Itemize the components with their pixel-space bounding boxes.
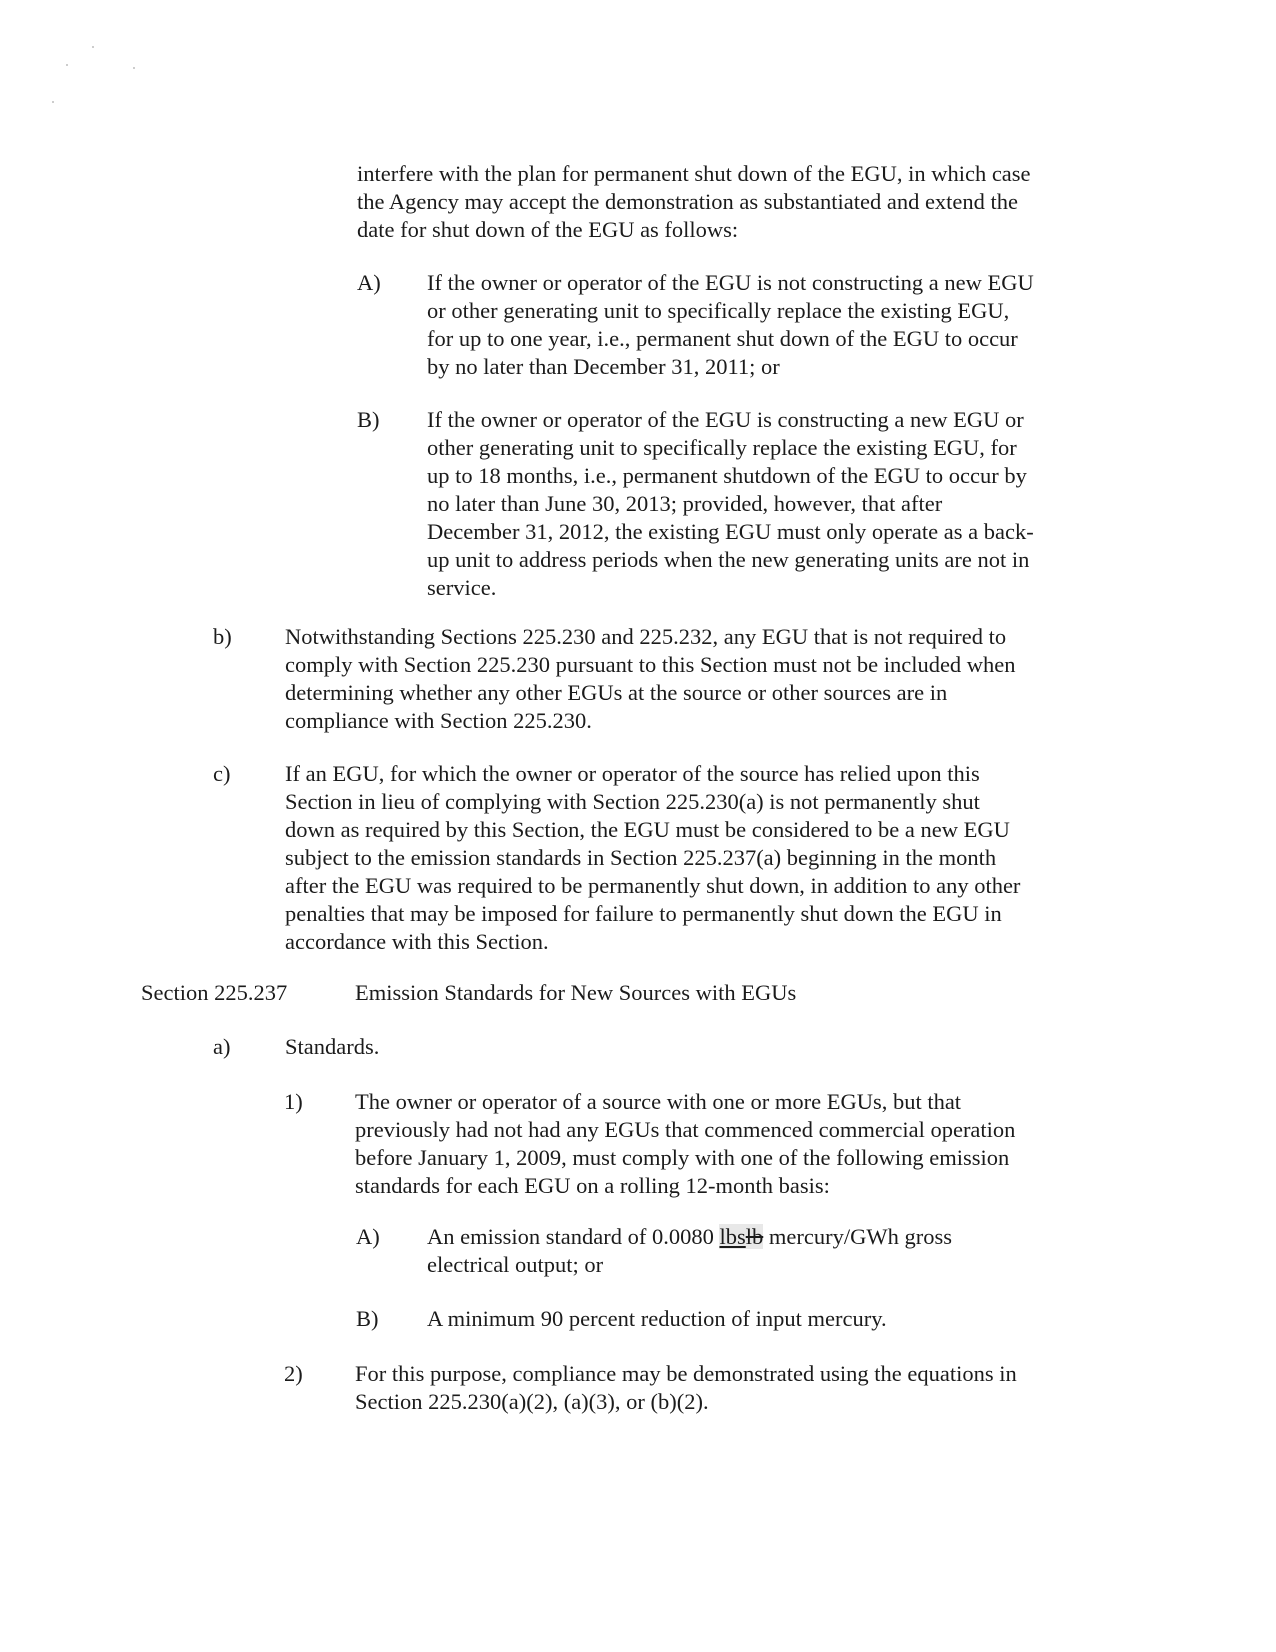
item-label-2: 2): [284, 1361, 303, 1386]
item-1-line: standards for each EGU on a rolling 12-month basis:: [355, 1173, 830, 1198]
item-c-paragraph: [285, 760, 1020, 956]
item-B-line: no later than June 30, 2013; provided, however, that after: [427, 491, 943, 516]
item-A2-line: [427, 1223, 952, 1251]
item-c-line: If an EGU, for which the owner or operator of the source has relied upon this: [285, 761, 980, 786]
item-c-line: accordance with this Section.: [285, 929, 549, 954]
item-1-line: previously had not had any EGUs that commenced commercial operation: [355, 1117, 1016, 1142]
item-2-line: Section 225.230(a)(2), (a)(3), or (b)(2).: [355, 1389, 709, 1414]
item-label-B: B): [357, 407, 380, 432]
item-c-line: after the EGU was required to be permanently shut down, in addition to any other: [285, 873, 1021, 898]
item-c-line: Section in lieu of complying with Section 225.230(a) is not permanently shut: [285, 789, 980, 814]
item-c-line: penalties that may be imposed for failure to permanently shut down the EGU in: [285, 901, 1002, 926]
scan-speck: [92, 46, 94, 48]
item-B-line: up unit to address periods when the new generating units are not in: [427, 547, 1030, 572]
item-label-A: A): [357, 270, 381, 295]
emission-text-pre: An emission standard of 0.0080: [427, 1224, 720, 1249]
item-A-line: If the owner or operator of the EGU is not constructing a new EGU: [427, 270, 1034, 295]
item-A-line: for up to one year, i.e., permanent shut down of the EGU to occur: [427, 326, 1018, 351]
item-b-line: compliance with Section 225.230.: [285, 708, 592, 733]
item-2-line: For this purpose, compliance may be demonstrated using the equations in: [355, 1361, 1017, 1386]
deleted-text: lb: [745, 1224, 764, 1249]
item-b-line: determining whether any other EGUs at the source or other sources are in: [285, 680, 948, 705]
item-1-line: The owner or operator of a source with one or more EGUs, but that: [355, 1089, 962, 1114]
item-B-line: service.: [427, 575, 497, 600]
item-label-1: 1): [284, 1089, 303, 1114]
inserted-text: lbs: [719, 1224, 746, 1249]
item-label-b: b): [213, 624, 232, 649]
item-A2-line: electrical output; or: [427, 1252, 604, 1277]
item-A-line: or other generating unit to specifically replace the existing EGU,: [427, 298, 1010, 323]
scan-speck: [52, 101, 54, 103]
item-b-paragraph: [285, 623, 1016, 735]
item-1-line: before January 1, 2009, must comply with one of the following emission: [355, 1145, 1010, 1170]
item-A-paragraph: [427, 269, 1034, 381]
item-b-line: Notwithstanding Sections 225.230 and 225.232, any EGU that is not required to: [285, 624, 1007, 649]
scan-speck: [66, 64, 68, 66]
item-A-line: by no later than December 31, 2011; or: [427, 354, 780, 379]
intro-line: the Agency may accept the demonstration as substantiated and extend the: [357, 189, 1019, 214]
item-B2-text: A minimum 90 percent reduction of input mercury.: [427, 1306, 887, 1331]
item-label-a: a): [213, 1034, 231, 1059]
scan-speck: [133, 67, 135, 69]
item-2-paragraph: [355, 1360, 1017, 1416]
item-B-line: If the owner or operator of the EGU is constructing a new EGU or: [427, 407, 1024, 432]
section-number: Section 225.237: [141, 980, 288, 1005]
item-a-text: Standards.: [285, 1034, 380, 1059]
item-c-line: down as required by this Section, the EGU must be considered to be a new EGU: [285, 817, 1010, 842]
item-label-B2: B): [356, 1306, 379, 1331]
item-B-line: December 31, 2012, the existing EGU must only operate as a back-: [427, 519, 1034, 544]
item-label-c: c): [213, 761, 231, 786]
item-B-line: up to 18 months, i.e., permanent shutdown of the EGU to occur by: [427, 463, 1027, 488]
intro-line: interfere with the plan for permanent shut down of the EGU, in which case: [357, 161, 1031, 186]
item-1-paragraph: [355, 1088, 1015, 1200]
item-c-line: subject to the emission standards in Section 225.237(a) beginning in the month: [285, 845, 997, 870]
item-B-paragraph: [427, 406, 1034, 602]
section-title: Emission Standards for New Sources with EGUs: [355, 980, 797, 1005]
intro-line: date for shut down of the EGU as follows:: [357, 217, 739, 242]
item-b-line: comply with Section 225.230 pursuant to this Section must not be included when: [285, 652, 1016, 677]
item-A2-paragraph: [427, 1223, 952, 1279]
item-B-line: other generating unit to specifically replace the existing EGU, for: [427, 435, 1017, 460]
item-label-A2: A): [356, 1224, 380, 1249]
intro-paragraph: [357, 160, 1031, 244]
emission-text-post: mercury/GWh gross: [763, 1224, 952, 1249]
